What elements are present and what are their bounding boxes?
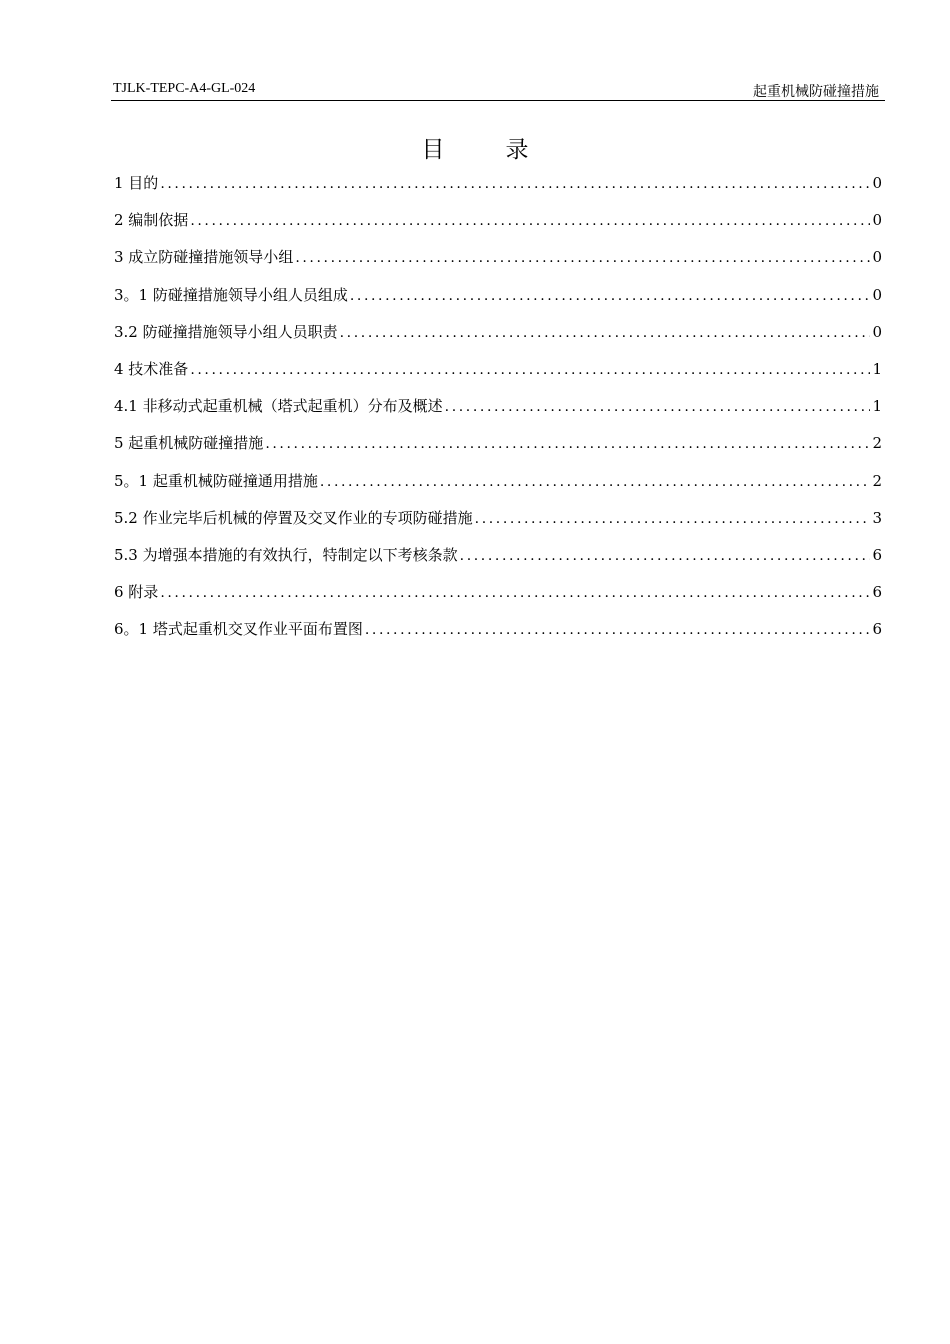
toc-page-number: 6: [872, 545, 882, 564]
toc-dot-leader: [160, 171, 870, 197]
toc-entry-3-1-group-members[interactable]: [114, 282, 882, 319]
toc-dot-leader: [265, 431, 870, 457]
toc-page-number: 0: [872, 285, 882, 304]
page-header: [111, 78, 885, 101]
toc-entry-label: 4.1 非移动式起重机械（塔式起重机）分布及概述: [114, 397, 443, 416]
toc-dot-leader: [445, 394, 871, 420]
toc-entry-label: 5 起重机械防碰撞措施: [114, 434, 264, 453]
toc-entry-5-3-assessment-clauses[interactable]: [114, 542, 882, 579]
toc-entry-label: 3 成立防碰撞措施领导小组: [114, 248, 294, 267]
toc-entry-label: 5.2 作业完毕后机械的停置及交叉作业的专项防碰措施: [114, 508, 473, 527]
toc-page-number: 1: [872, 397, 882, 416]
toc-dot-leader: [160, 580, 870, 606]
document-code: TJLK-TEPC-A4-GL-024: [113, 81, 256, 96]
toc-entry-6-1-layout-plan[interactable]: [114, 616, 882, 653]
toc-page-number: 0: [872, 211, 882, 230]
toc-entry-5-1-general-measures[interactable]: [114, 468, 882, 505]
toc-dot-leader: [320, 469, 871, 495]
toc-entry-label: 4 技术准备: [114, 359, 189, 378]
toc-page-number: 2: [872, 434, 882, 453]
toc-page-number: 0: [872, 322, 882, 341]
toc-dot-leader: [475, 506, 871, 532]
document-title: 起重机械防碰撞措施: [753, 84, 879, 100]
toc-dot-leader: [295, 245, 870, 271]
toc-entry-5-2-special-measures[interactable]: [114, 505, 882, 542]
toc-page-number: 6: [872, 583, 882, 602]
toc-entry-label: 5。1 起重机械防碰撞通用措施: [114, 471, 318, 490]
toc-entry-3-leadership-group[interactable]: [114, 244, 882, 281]
toc-dot-leader: [190, 208, 870, 234]
toc-entry-1-purpose[interactable]: [114, 170, 882, 207]
toc-page-number: 2: [872, 471, 882, 490]
toc-entry-6-appendix[interactable]: [114, 579, 882, 616]
toc-entry-3-2-group-duties[interactable]: [114, 319, 882, 356]
toc-dot-leader: [340, 320, 871, 346]
toc-dot-leader: [350, 283, 871, 309]
toc-entry-label: 3。1 防碰撞措施领导小组人员组成: [114, 285, 348, 304]
toc-page-number: 3: [872, 508, 882, 527]
toc-page-number: 1: [872, 359, 882, 378]
toc-dot-leader: [365, 617, 871, 643]
toc-page-number: 6: [872, 620, 882, 639]
toc-dot-leader: [460, 543, 871, 569]
toc-entry-label: 6。1 塔式起重机交叉作业平面布置图: [114, 620, 363, 639]
toc-entry-4-technical-prep[interactable]: [114, 356, 882, 393]
toc-page-number: 0: [872, 248, 882, 267]
toc-dot-leader: [190, 357, 870, 383]
table-of-contents: [114, 170, 882, 653]
toc-entry-label: 2 编制依据: [114, 211, 189, 230]
toc-entry-label: 5.3 为增强本措施的有效执行，特制定以下考核条款: [114, 545, 458, 564]
toc-entry-label: 3.2 防碰撞措施领导小组人员职责: [114, 322, 338, 341]
toc-heading: 目录: [421, 137, 590, 163]
toc-entry-4-1-crane-distribution[interactable]: [114, 393, 882, 430]
toc-entry-label: 6 附录: [114, 583, 159, 602]
toc-entry-label: 1 目的: [114, 174, 159, 192]
toc-entry-5-anti-collision[interactable]: [114, 430, 882, 467]
toc-entry-2-basis[interactable]: [114, 207, 882, 244]
toc-page-number: 0: [872, 174, 882, 192]
